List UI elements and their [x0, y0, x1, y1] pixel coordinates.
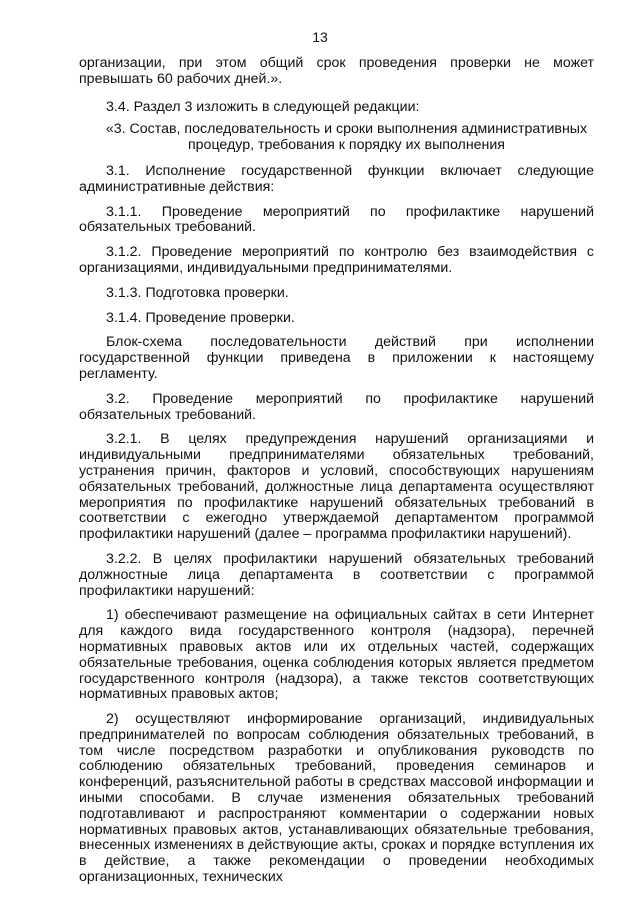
- list-item-2: 2) осуществляют информирование организаций, индивидуальных предпринимателей по вопросам соблюдения обязательных требований, в том числе посредством разработки и опубликования руководств по соблюдению обязательных требований, проведения семинаров и конференций, разъяснительной работы в средствах массовой информации и иными способами. В случае изменения обязательных требований подготавливают и распространяют комментарии о содержании новых нормативных правовых актов, устанавливающих обязательные требования, внесенных изменениях в действующие акты, сроках и порядке вступления их в действие, а также рекомендации о проведении необходимых организационных, технических: [79, 711, 594, 886]
- page-number: 13: [312, 29, 328, 45]
- paragraph-3-1-3: 3.1.3. Подготовка проверки.: [106, 284, 289, 301]
- paragraph-continuation: организации, при этом общий срок проведения проверки не может превышать 60 рабочих дней.».: [79, 55, 594, 87]
- paragraph-3-1-4: 3.1.4. Проведение проверки.: [106, 309, 295, 326]
- section-heading: «3. Состав, последовательность и сроки выполнения административных процедур, требования к порядку их выполнения: [105, 121, 588, 154]
- paragraph-amendment-3-4: 3.4. Раздел 3 изложить в следующей редакции:: [106, 98, 420, 115]
- paragraph-flowchart: Блок-схема последовательности действий при исполнении государственной функции приведена в приложении к настоящему регламенту.: [79, 334, 594, 382]
- paragraph-3-2: 3.2. Проведение мероприятий по профилактике нарушений обязательных требований.: [79, 390, 594, 423]
- paragraph-3-1: 3.1. Исполнение государственной функции включает следующие административные действия:: [79, 162, 594, 195]
- list-item-1: 1) обеспечивают размещение на официальных сайтах в сети Интернет для каждого вида государственного контроля (надзора), перечней нормативных правовых актов или их отдельных частей, содержащих обязательные требования, оценка соблюдения которых является предметом государственного контроля (надзора), а также текстов соответствующих нормативных правовых актов;: [79, 607, 594, 703]
- paragraph-3-1-2: 3.1.2. Проведение мероприятий по контролю без взаимодействия с организациями, индивидуальными предпринимателями.: [79, 244, 594, 276]
- document-body: [79, 56, 594, 895]
- paragraph-3-2-2: 3.2.2. В целях профилактики нарушений обязательных требований должностные лица департамента в соответствии с программой профилактики нарушений:: [79, 550, 594, 599]
- paragraph-3-1-1: 3.1.1. Проведение мероприятий по профилактике нарушений обязательных требований.: [79, 203, 594, 236]
- paragraph-3-2-1: 3.2.1. В целях предупреждения нарушений организациями и индивидуальными предпринимателями обязательных требований, устранения причин, факторов и условий, способствующих нарушениям обязательных требований, должностные лица департамента осуществляют мероприятия по профилактике нарушений обязательных требований в соответствии с ежегодно утверждаемой департаментом программой профилактики нарушений (далее – программа профилактики нарушений).: [79, 431, 594, 543]
